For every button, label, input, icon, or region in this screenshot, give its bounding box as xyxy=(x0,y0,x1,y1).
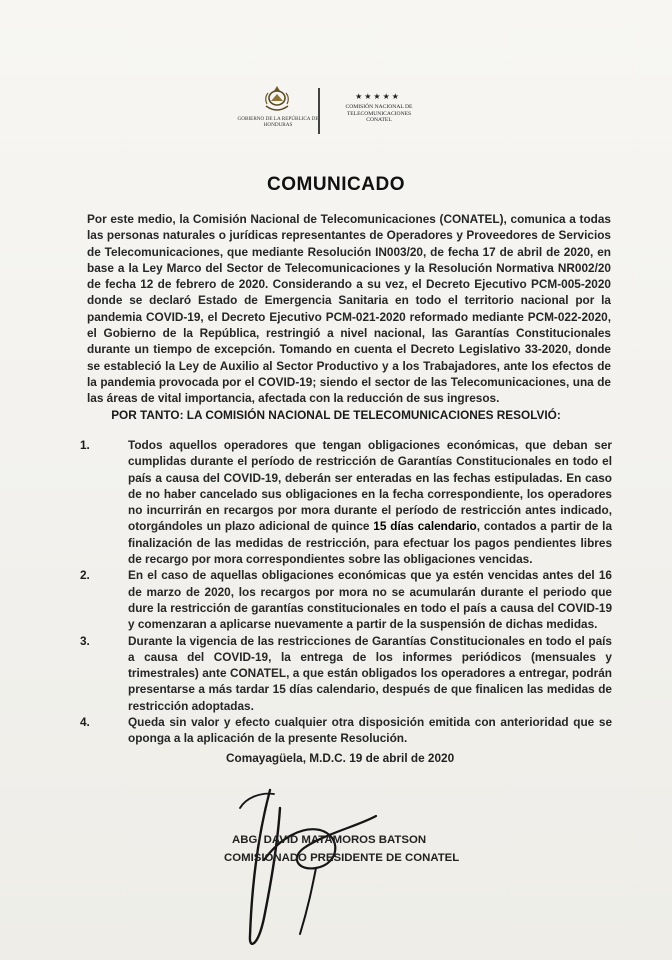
five-stars-icon: ★★★★★ xyxy=(355,92,401,101)
item-number: 4. xyxy=(80,715,90,730)
signer-title: COMISIONADO PRESIDENTE DE CONATEL xyxy=(224,852,460,864)
item-text: En el caso de aquellas obligaciones económicas que ya estén vencidas antes del 16 de marzo de 2020, los recargos por mora no se acumularán durante el periodo que dure la restricción de garantías constitucionales en todo el país a causa del COVID-19 y comenzaran a aplicarse nuevamente a partir de la suspensión de dichas medidas. xyxy=(128,568,612,632)
honduras-coat-of-arms-icon xyxy=(258,84,296,116)
item-text: Durante la vigencia de las restricciones de Garantías Constitucionales en todo el país a causa del COVID-19, la entrega de los informes periódicos (mensuales y trimestrales) ante CONATEL, a que están obligados los operadores a entregar, podrán presentarse a más tardar 15 días calendario, después de que finalicen las medidas de restricción adoptadas. xyxy=(128,633,612,713)
list-item xyxy=(80,567,620,632)
item-text-emphasis: 15 días calendario xyxy=(373,519,477,534)
place-and-date: Comayagüela, M.D.C. 19 de abril de 2020 xyxy=(226,751,455,765)
document-title: COMUNICADO xyxy=(267,174,405,195)
government-label: GOBIERNO DE LA REPÚBLICA DE HONDURAS xyxy=(237,116,319,128)
signer-name: ABG. DAVID MATAMOROS BATSON xyxy=(232,834,427,846)
item-text-part: , contados a partir de la finalización de las medidas de restricción, para efectuar los pagos pendientes libres de recargo por mora correspondientes sobre las obligaciones vencidas. xyxy=(128,519,613,567)
conatel-label: COMISIÓN NACIONAL DE TELECOMUNICACIONES CONATEL xyxy=(345,104,413,124)
item-text: Queda sin valor y efecto cualquier otra disposición emitida con anterioridad que se oponga a la aplicación de la presente Resolución. xyxy=(128,715,612,746)
letterhead xyxy=(0,84,672,144)
item-number: 1. xyxy=(80,438,90,452)
item-text-part: Todos aquellos operadores que tengan obligaciones económicas, que deban ser cumplidas durante el período de restricción de Garantías Constitucionales en todo el país a causa del COVID-19, deberán ser enteradas en las fechas estipuladas. En caso de no haber cancelado sus obligaciones en la fecha correspondiente, los operadores no incurrirán en recargos por mora durante el período de restricción antes indicado, otorgándoles un plazo adicional de quince xyxy=(128,438,612,534)
item-number: 2. xyxy=(80,568,90,583)
list-item xyxy=(80,633,620,714)
item-number: 3. xyxy=(80,633,90,648)
resolution-list xyxy=(80,437,620,747)
list-item xyxy=(80,714,620,747)
item-text xyxy=(128,437,612,567)
intro-paragraph: Por este medio, la Comisión Nacional de Telecomunicaciones (CONATEL), comunica a todas las personas naturales o jurídicas representantes de Operadores y Proveedores de Servicios de Telecomunicaciones, que mediante Resolución IN003/20, de fecha 17 de abril de 2020, en base a la Ley Marco del Sector de Telecomunicaciones y la Resolución Normativa NR002/20 de fecha 12 de febrero de 2020. Considerando a su vez, el Decreto Ejecutivo PCM-005-2020 donde se declaró Estado de Emergencia Sanitaria en todo el territorio nacional por la pandemia COVID-19, el Decreto Ejecutivo PCM-021-2020 reformado mediante PCM-022-2020, el Gobierno de la República, restringió a nivel nacional, las Garantías Constitucionales durante un tiempo de excepción. Tomando en cuenta el Decreto Legislativo 33-2020, donde se estableció la Ley de Auxilio al Sector Productivo y a los Trabajadores, ante los efectos de la pandemia provocada por el COVID-19; siendo el sector de las Telecomunicaciones, una de las áreas de vital importancia, afectada con la reducción de sus ingresos. xyxy=(87,212,611,406)
list-item xyxy=(80,437,620,567)
letterhead-divider xyxy=(318,88,320,134)
resolution-heading: POR TANTO: LA COMISIÓN NACIONAL DE TELECOMUNICACIONES RESOLVIÓ: xyxy=(111,408,561,422)
